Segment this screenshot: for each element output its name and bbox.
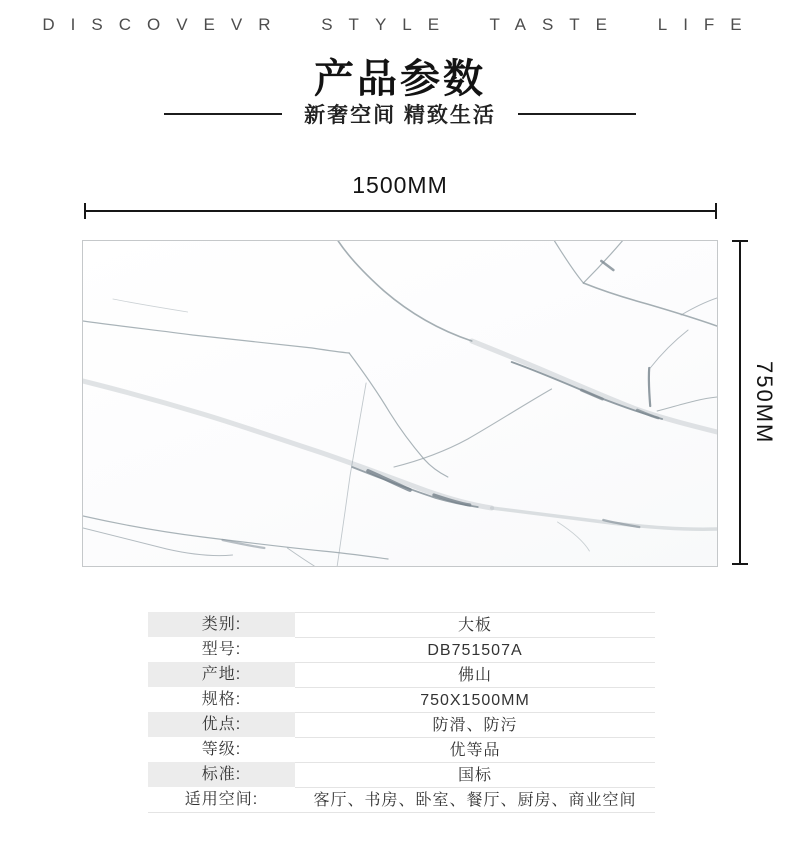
spec-row-size (148, 687, 655, 712)
subtitle-right-rule (518, 113, 636, 115)
spec-table (148, 612, 655, 813)
spec-value: 防滑、防污 (295, 712, 655, 737)
spec-value: 国标 (295, 762, 655, 787)
brand-tagline: DISCOVEVR STYLE TASTE LIFE (42, 15, 758, 34)
spec-row-grade (148, 737, 655, 762)
spec-row-category (148, 612, 655, 637)
page-title: 产品参数 (314, 57, 486, 101)
spec-row-model (148, 637, 655, 662)
spec-label: 类别: (148, 612, 295, 637)
spec-value: DB751507A (295, 637, 655, 662)
spec-label: 等级: (201, 741, 242, 758)
spec-value: 优等品 (295, 737, 655, 762)
subtitle-row (0, 99, 800, 129)
width-dimension-line (84, 210, 717, 212)
spec-label: 标准: (148, 762, 295, 787)
spec-value: 750X1500MM (295, 687, 655, 712)
spec-label: 型号: (201, 641, 242, 658)
page-subtitle: 新奢空间 精致生活 (304, 104, 496, 127)
spec-row-applicable-spaces (148, 787, 655, 812)
spec-row-advantages (148, 712, 655, 737)
marble-veins-graphic (83, 241, 717, 566)
marble-tile-image (82, 240, 718, 567)
spec-value: 大板 (295, 612, 655, 637)
spec-row-origin (148, 662, 655, 687)
spec-label: 规格: (201, 691, 242, 708)
spec-value: 客厅、书房、卧室、餐厅、厨房、商业空间 (295, 787, 655, 812)
spec-label: 适用空间: (184, 791, 259, 808)
subtitle-left-rule (164, 113, 282, 115)
spec-row-standard (148, 762, 655, 787)
height-dimension-label: 750MM (752, 360, 777, 445)
spec-value: 佛山 (295, 662, 655, 687)
height-dimension-line (739, 240, 741, 565)
spec-label: 优点: (148, 712, 295, 737)
spec-label: 产地: (148, 662, 295, 687)
width-dimension-label: 1500MM (352, 172, 448, 198)
